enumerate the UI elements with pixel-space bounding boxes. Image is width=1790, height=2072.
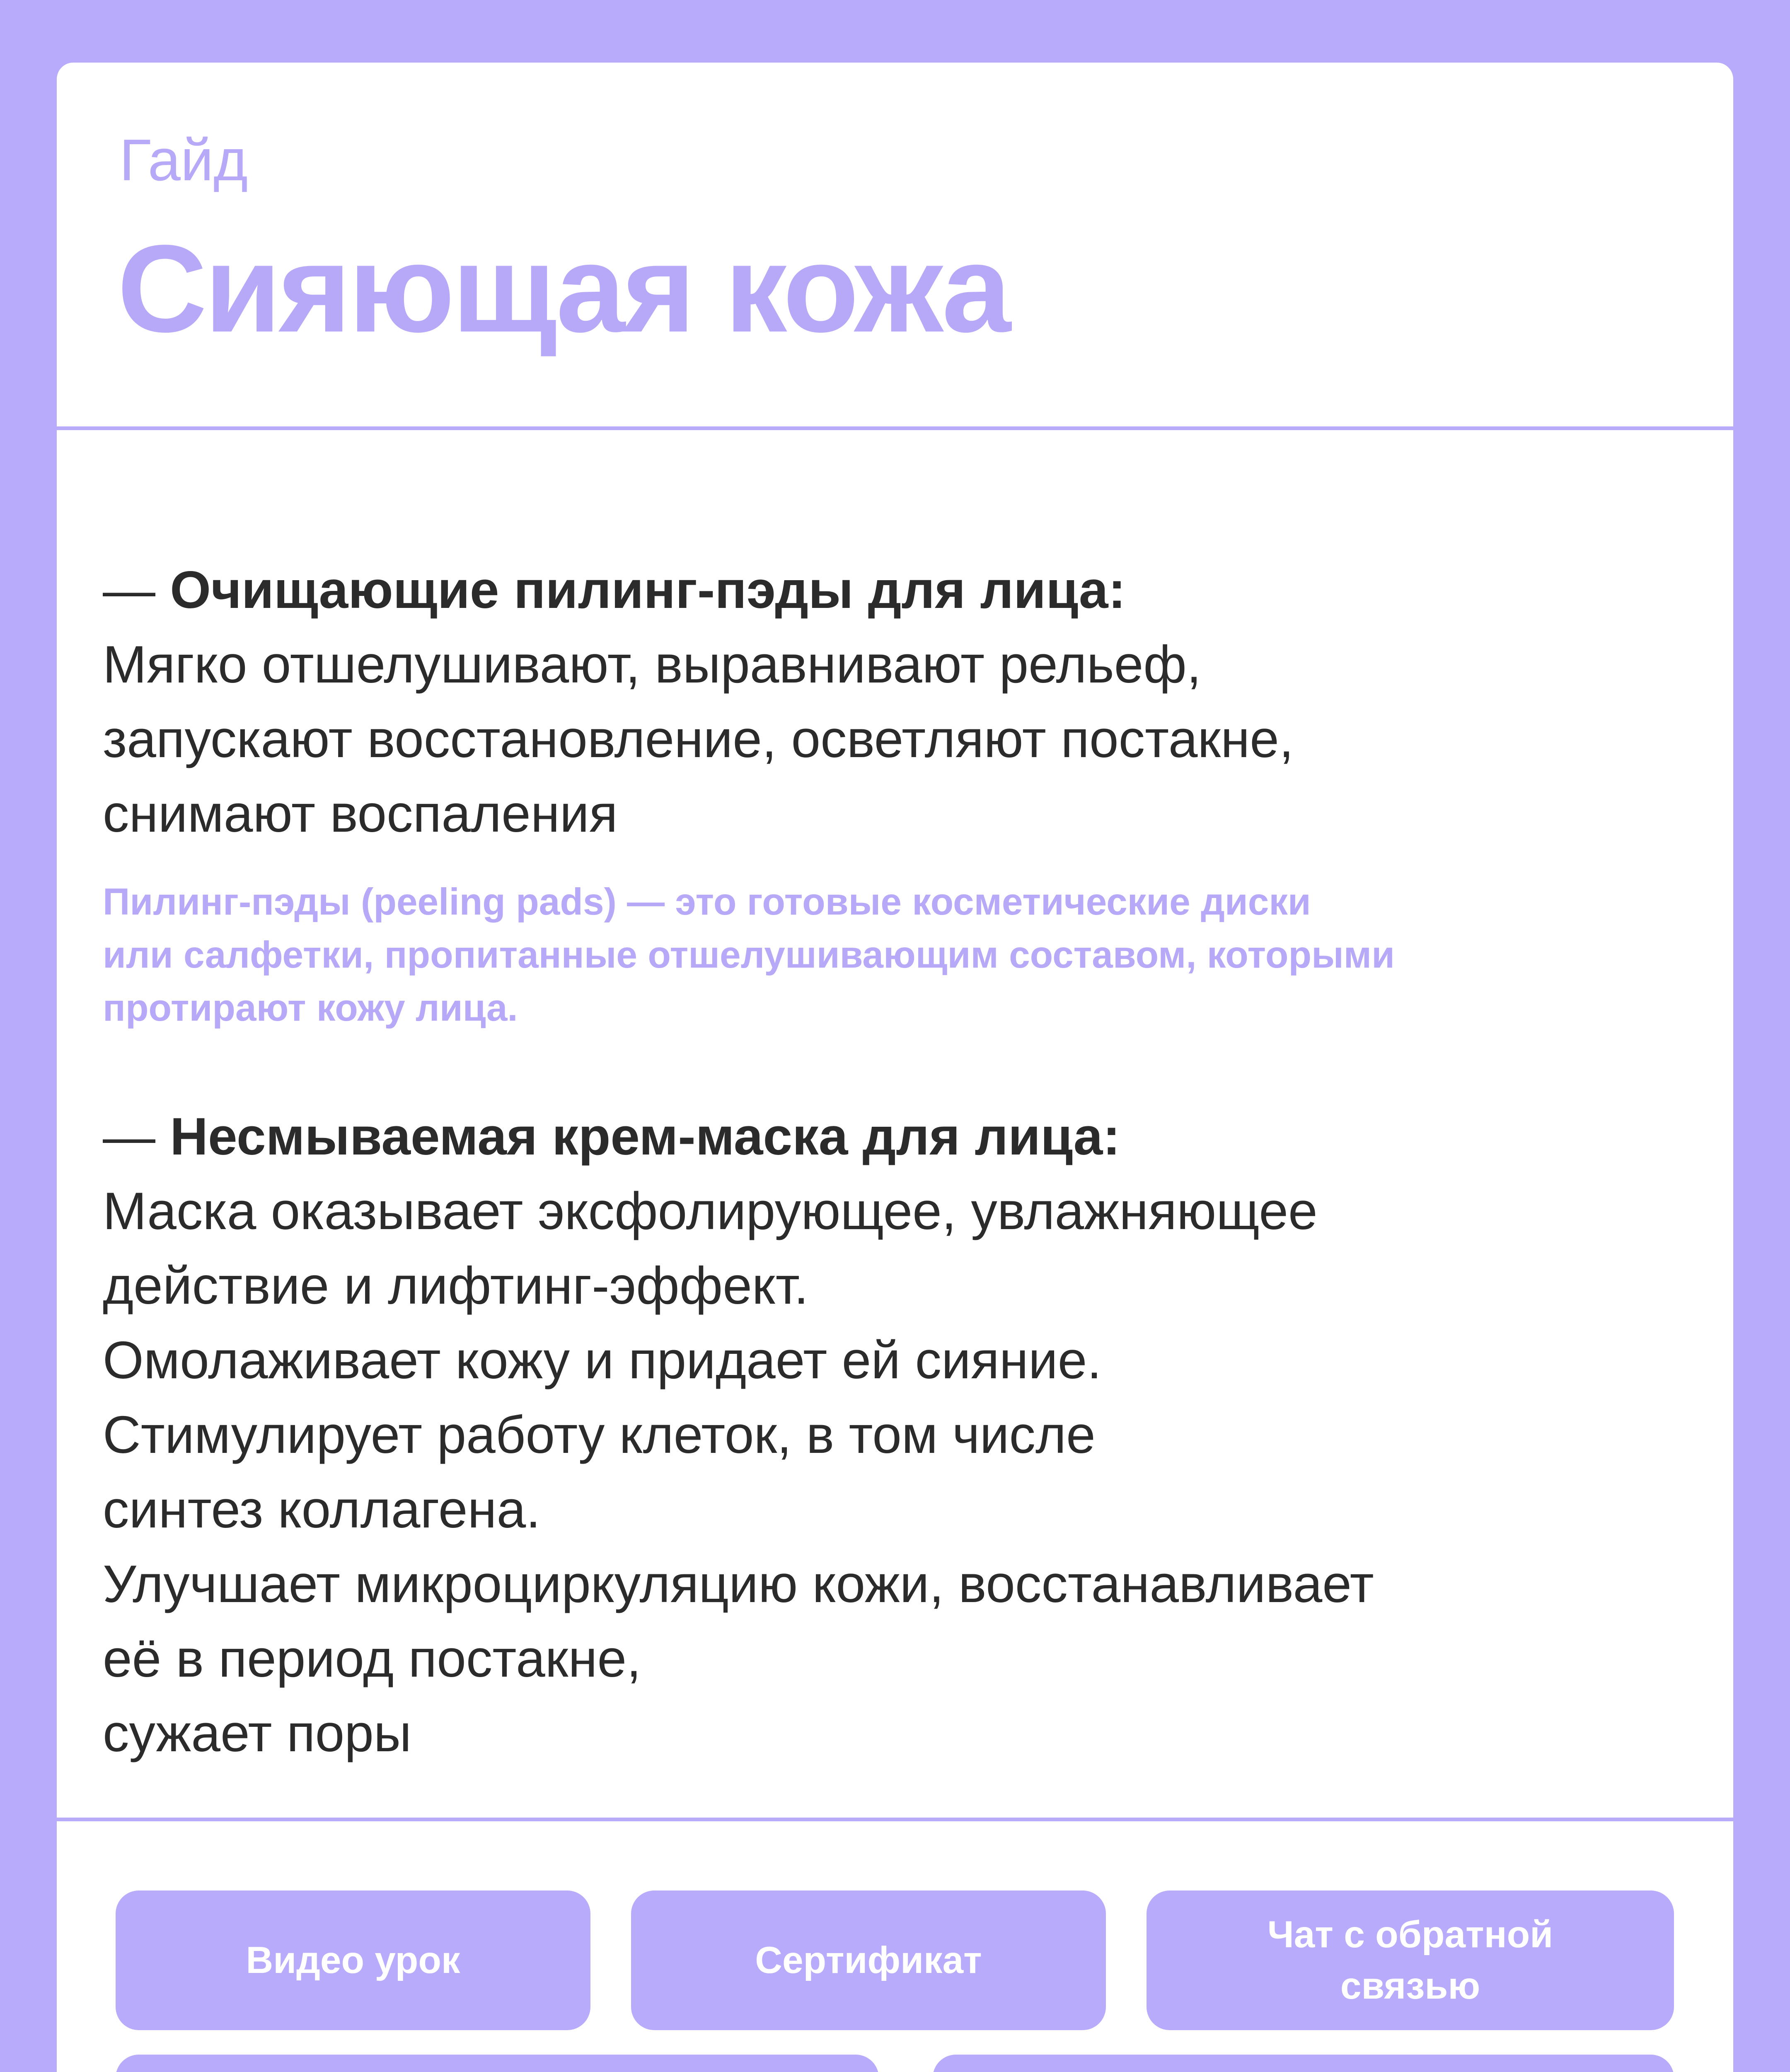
heading-dash: — — [103, 560, 155, 619]
definition-note-line: или салфетки, пропитанные отшелушивающим составом, которыми — [103, 934, 1395, 976]
section-heading — [103, 552, 1686, 627]
guide-card — [57, 63, 1733, 2072]
section-body-line: Омолаживает кожу и придает ей сияние. — [103, 1331, 1102, 1389]
guide-header — [57, 63, 1733, 427]
header-divider — [57, 426, 1733, 430]
video-lesson-button[interactable] — [116, 1890, 590, 2030]
text-description-button[interactable] — [116, 2055, 879, 2072]
section-heading — [103, 1099, 1686, 1174]
section-body-line: Улучшает микроциркуляцию кожи, восстанавливает — [103, 1554, 1374, 1613]
video-lesson-label: Видео урок — [246, 1939, 460, 1981]
section-body-line: снимают воспаления — [103, 784, 618, 843]
section-body-line: действие и лифтинг-эффект. — [103, 1256, 809, 1315]
features-area — [57, 1821, 1733, 2072]
section-body-line: Мягко отшелушивают, выравнивают рельеф, — [103, 635, 1202, 694]
feedback-chat-label: Чат с обратной связью — [1267, 1913, 1553, 2007]
section-heading-text: Несмываемая крем-маска для лица: — [170, 1107, 1120, 1166]
section-body-line: Маска оказывает эксфолирующее, увлажняющее — [103, 1181, 1318, 1240]
definition-note-line: протирают кожу лица. — [103, 987, 518, 1029]
section-heading-text: Очищающие пилинг-пэды для лица: — [170, 560, 1126, 619]
section-body-line: запускают восстановление, осветляют постакне, — [103, 709, 1294, 768]
heading-dash: — — [103, 1107, 155, 1166]
section-body-line: сужает поры — [103, 1704, 412, 1762]
guide-eyebrow: Гайд — [119, 127, 248, 193]
footer-divider — [57, 1818, 1733, 1821]
section-body-line: её в период постакне, — [103, 1629, 641, 1688]
definition-note-line: Пилинг-пэды (peeling pads) — это готовые косметические диски — [103, 881, 1311, 923]
certificate-button[interactable] — [631, 1890, 1106, 2030]
section-body-line: синтез коллагена. — [103, 1480, 541, 1539]
certificate-label: Сертификат — [755, 1939, 982, 1981]
section-cream-mask — [103, 1099, 1686, 1770]
feedback-chat-button[interactable] — [1147, 1890, 1674, 2030]
guide-title: Сияющая кожа — [117, 219, 1009, 358]
section-body-line: Стимулирует работу клеток, в том числе — [103, 1405, 1096, 1464]
ingredient-links-button[interactable] — [933, 2055, 1674, 2072]
guide-content — [57, 430, 1733, 1818]
definition-note — [103, 876, 1686, 1035]
section-peeling-pads — [103, 552, 1686, 1035]
